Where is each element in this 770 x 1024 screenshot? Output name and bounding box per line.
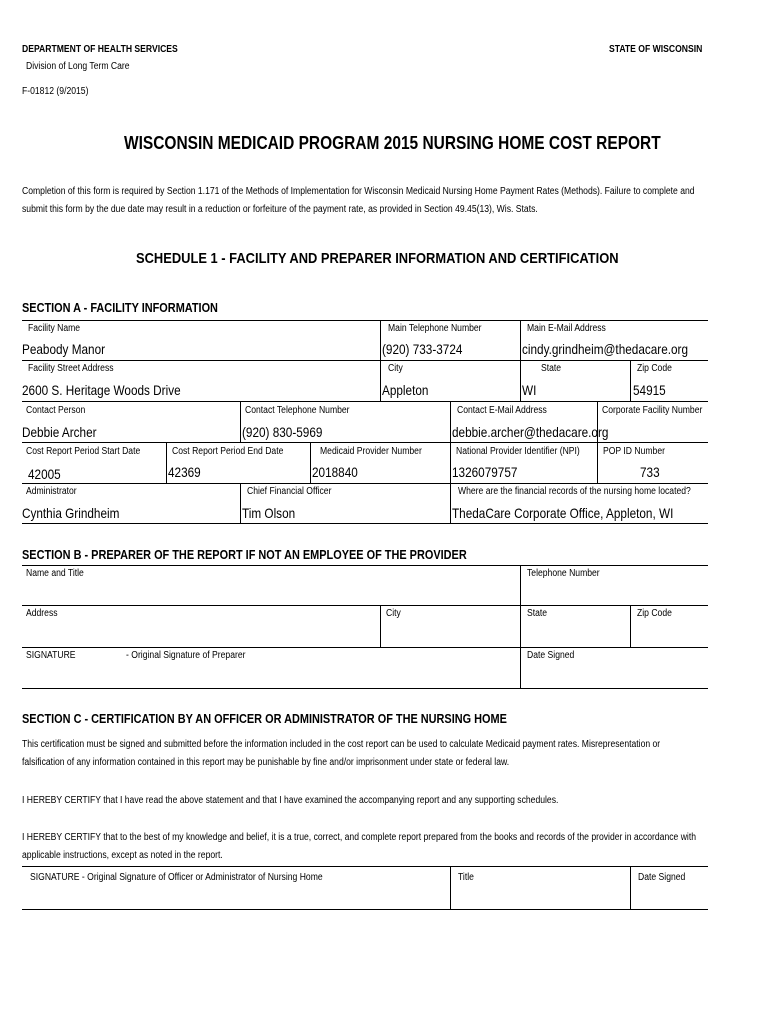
preparer-zip-label: Zip Code (637, 608, 672, 619)
certify-line-1: I HEREBY CERTIFY that to the best of my knowledge and belief, it is a true, correct, and complete report prepared from the books and records of the provider in accordance with (22, 832, 697, 843)
main-phone-value[interactable]: (920) 733-3724 (382, 341, 463, 357)
divider (22, 360, 708, 361)
street-value[interactable]: 2600 S. Heritage Woods Drive (22, 382, 181, 398)
divider (22, 523, 708, 524)
division-name: Division of Long Term Care (26, 61, 130, 72)
intro-line-1: Completion of this form is required by Section 1.171 of the Methods of Implementation for Wisconsin Medicaid Nursing Home Payment Rates (Methods). Failure to complete and (22, 186, 695, 197)
divider (597, 401, 598, 483)
divider (450, 401, 451, 442)
certify-line-2: applicable instructions, except as noted in the report. (22, 850, 223, 861)
divider (450, 866, 451, 909)
certification-line-2: falsification of any information contained in this report may be punishable by fine and/or imprisonment under state or federal law. (22, 757, 510, 768)
npi-label: National Provider Identifier (NPI) (456, 446, 580, 457)
facility-name-value[interactable]: Peabody Manor (22, 341, 106, 357)
divider (166, 442, 167, 483)
department-name: DEPARTMENT OF HEALTH SERVICES (22, 44, 178, 55)
certification-line-1: This certification must be signed and submitted before the information included in the cost report can be used to calculate Medicaid payment rates. Misrepresentation or (22, 739, 661, 750)
main-phone-label: Main Telephone Number (388, 323, 482, 334)
section-c-title: SECTION C - CERTIFICATION BY AN OFFICER OR ADMINISTRATOR OF THE NURSING HOME (22, 711, 507, 726)
contact-phone-value[interactable]: (920) 830-5969 (242, 424, 323, 440)
divider (520, 320, 521, 401)
intro-line-2: submit this form by the due date may result in a reduction or forfeiture of the payment rate, as provided in Section 49.45(13), Wis. Stats. (22, 204, 538, 215)
corporate-facility-label: Corporate Facility Number (602, 405, 703, 416)
main-email-label: Main E-Mail Address (527, 323, 606, 334)
state-name: STATE OF WISCONSIN (609, 44, 703, 55)
telephone-label: Telephone Number (527, 568, 600, 579)
pop-id-value[interactable]: 733 (640, 464, 660, 480)
main-email-value[interactable]: cindy.grindheim@thedacare.org (522, 341, 689, 357)
period-end-label: Cost Report Period End Date (172, 446, 284, 457)
intro-paragraph (22, 183, 710, 219)
preparer-signature-note: - Original Signature of Preparer (126, 650, 246, 661)
divider (22, 401, 708, 402)
contact-person-value[interactable]: Debbie Archer (22, 424, 97, 440)
divider (310, 442, 311, 483)
state-value[interactable]: WI (522, 382, 537, 398)
period-start-value[interactable]: 42005 (28, 466, 61, 482)
period-end-value[interactable]: 42369 (168, 464, 201, 480)
street-label: Facility Street Address (28, 363, 114, 374)
divider (22, 565, 708, 566)
pop-id-label: POP ID Number (603, 446, 665, 457)
officer-date-signed-label: Date Signed (638, 872, 686, 883)
divider (22, 483, 708, 484)
cfo-value[interactable]: Tim Olson (242, 505, 296, 521)
page-title: WISCONSIN MEDICAID PROGRAM 2015 NURSING HOME COST REPORT (124, 133, 661, 153)
contact-phone-label: Contact Telephone Number (245, 405, 350, 416)
divider (240, 483, 241, 523)
divider (380, 320, 381, 401)
officer-title-label: Title (458, 872, 474, 883)
administrator-value[interactable]: Cynthia Grindheim (22, 505, 120, 521)
npi-value[interactable]: 1326079757 (452, 464, 518, 480)
section-b-title: SECTION B - PREPARER OF THE REPORT IF NOT AN EMPLOYEE OF THE PROVIDER (22, 547, 467, 562)
officer-signature-label: SIGNATURE - Original Signature of Officer or Administrator of Nursing Home (30, 872, 323, 883)
divider (380, 605, 381, 647)
preparer-date-signed-label: Date Signed (527, 650, 575, 661)
address-label: Address (26, 608, 58, 619)
facility-name-label: Facility Name (28, 323, 81, 334)
section-a-title: SECTION A - FACILITY INFORMATION (22, 300, 218, 315)
medicaid-provider-value[interactable]: 2018840 (312, 464, 358, 480)
name-title-label: Name and Title (26, 568, 84, 579)
divider (22, 647, 708, 648)
schedule-title: SCHEDULE 1 - FACILITY AND PREPARER INFORMATION AND CERTIFICATION (136, 250, 619, 267)
divider (22, 688, 708, 689)
divider (520, 565, 521, 688)
divider (630, 866, 631, 909)
divider (22, 605, 708, 606)
preparer-state-label: State (527, 608, 548, 619)
contact-email-label: Contact E-Mail Address (457, 405, 547, 416)
state-label: State (541, 363, 562, 374)
records-location-value[interactable]: ThedaCare Corporate Office, Appleton, WI (452, 505, 674, 521)
city-value[interactable]: Appleton (382, 382, 429, 398)
divider (22, 866, 708, 867)
contact-email-value[interactable]: debbie.archer@thedacare.org (452, 424, 609, 440)
city-label: City (388, 363, 403, 374)
certify-statement-1: I HEREBY CERTIFY that I have read the above statement and that I have examined the accompanying report and any supporting schedules. (22, 795, 559, 806)
preparer-city-label: City (386, 608, 401, 619)
divider (630, 360, 631, 401)
records-location-label: Where are the financial records of the nursing home located? (458, 486, 691, 497)
zip-value[interactable]: 54915 (633, 382, 666, 398)
divider (240, 401, 241, 442)
certification-statement (22, 736, 710, 772)
cfo-label: Chief Financial Officer (247, 486, 332, 497)
divider (450, 483, 451, 523)
administrator-label: Administrator (26, 486, 77, 497)
zip-label: Zip Code (637, 363, 672, 374)
contact-person-label: Contact Person (26, 405, 86, 416)
divider (22, 442, 708, 443)
preparer-signature-label: SIGNATURE (26, 650, 76, 661)
divider (22, 909, 708, 910)
divider (22, 320, 708, 321)
divider (450, 442, 451, 483)
period-start-label: Cost Report Period Start Date (26, 446, 141, 457)
certify-statement-2 (22, 829, 710, 865)
form-number: F-01812 (9/2015) (22, 86, 89, 97)
divider (630, 605, 631, 647)
medicaid-provider-label: Medicaid Provider Number (320, 446, 422, 457)
